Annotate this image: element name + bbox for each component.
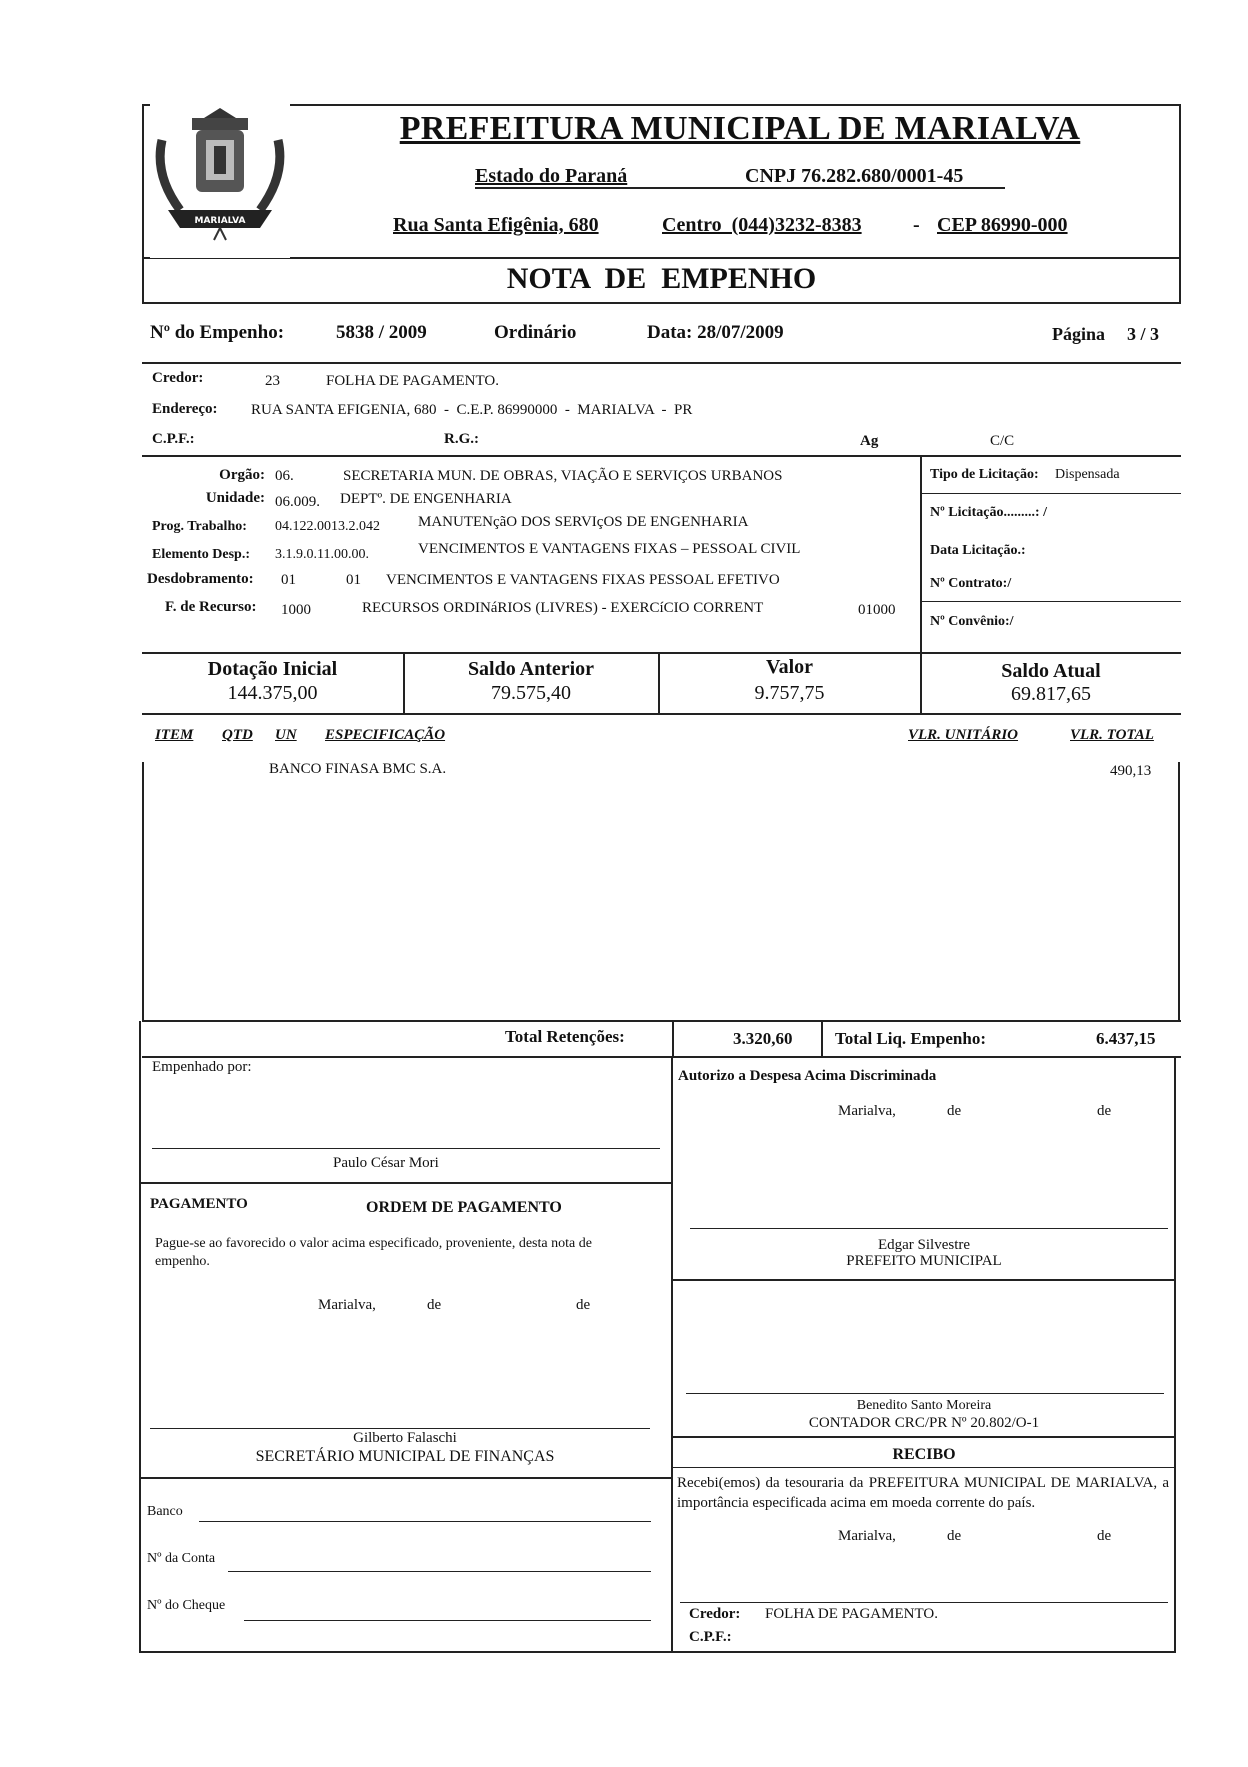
endereco-value: RUA SANTA EFIGENIA, 680 - C.E.P. 86990000 - MARIALVA - PR <box>251 402 693 418</box>
pagamento-de1: de <box>427 1297 442 1313</box>
empenhado-name: Paulo César Mori <box>333 1155 439 1171</box>
state-name: Estado do Paraná <box>475 165 628 187</box>
pagamento-label: PAGAMENTO <box>150 1196 248 1212</box>
street-address: Rua Santa Efigênia, 680 <box>393 214 599 236</box>
svg-text:MARIALVA: MARIALVA <box>194 216 246 226</box>
totals-vdivider-2 <box>821 1021 823 1056</box>
recurso-label: F. de Recurso: <box>165 599 257 615</box>
recibo-cpf-label: C.P.F.: <box>689 1629 732 1645</box>
page-label: Página <box>1052 324 1106 344</box>
cheque-line <box>244 1620 651 1621</box>
saldos-top-divider <box>142 652 1181 654</box>
banco-label: Banco <box>147 1504 183 1519</box>
recibo-title-line <box>672 1467 1175 1468</box>
saldo-anterior-label: Saldo Anterior <box>467 658 595 680</box>
credor-name: FOLHA DE PAGAMENTO. <box>326 373 499 389</box>
credor-label: Credor: <box>152 370 204 386</box>
municipality-title: PREFEITURA MUNICIPAL DE MARIALVA <box>399 110 1081 147</box>
prog-trabalho-label: Prog. Trabalho: <box>152 519 247 534</box>
dotacao-inicial-label: Dotação Inicial <box>207 658 338 680</box>
pagamento-signer-role: SECRETÁRIO MUNICIPAL DE FINANÇAS <box>255 1448 555 1465</box>
elemento-desc: VENCIMENTOS E VANTAGENS FIXAS – PESSOAL CIVIL <box>418 541 801 557</box>
desdobramento-b: 01 <box>346 572 361 588</box>
orgao-code: 06. <box>275 468 294 484</box>
recibo-credor-label: Credor: <box>689 1606 741 1622</box>
pagamento-top-line <box>140 1182 672 1184</box>
empenho-divider <box>142 362 1181 364</box>
autorizo-de2: de <box>1097 1103 1112 1119</box>
desdobramento-label: Desdobramento: <box>147 571 254 587</box>
col-especificacao: ESPECIFICAÇÃO <box>325 727 446 743</box>
totals-bottom-line <box>142 1056 1181 1058</box>
col-vlr-total: VLR. TOTAL <box>1070 727 1154 743</box>
orgao-label: Orgão: <box>219 467 265 483</box>
elemento-label: Elemento Desp.: <box>152 547 250 562</box>
cep: CEP 86990-000 <box>937 214 1068 236</box>
prog-trabalho-code: 04.122.0013.2.042 <box>275 519 380 534</box>
totals-vdivider-1 <box>672 1021 674 1056</box>
page-number: 3 / 3 <box>1127 324 1160 344</box>
recibo-signature-line <box>680 1602 1168 1603</box>
pagamento-signature-line <box>150 1428 650 1429</box>
col-un: UN <box>275 727 297 743</box>
desdobramento-desc: VENCIMENTOS E VANTAGENS FIXAS PESSOAL EFETIVO <box>386 572 780 588</box>
totals-top-line <box>142 1020 1181 1022</box>
valor-value: 9.757,75 <box>754 682 825 704</box>
tipo-licitacao-label: Tipo de Licitação: <box>930 467 1039 482</box>
bottom-left-border <box>139 1021 141 1652</box>
cnpj: CNPJ 76.282.680/0001-45 <box>745 165 964 187</box>
pagamento-text: Pague-se ao favorecido o valor acima especificado, proveniente, desta nota de empenho. <box>155 1236 592 1269</box>
recibo-title: RECIBO <box>892 1446 956 1463</box>
conta-line <box>228 1571 651 1572</box>
item-especificacao: BANCO FINASA BMC S.A. <box>269 761 447 777</box>
autorizo-signer-role: PREFEITO MUNICIPAL <box>846 1253 1002 1269</box>
recibo-place: Marialva, <box>838 1528 896 1544</box>
recurso-num: 01000 <box>858 602 896 618</box>
cheque-label: Nº do Cheque <box>147 1598 226 1613</box>
recibo-de1: de <box>947 1528 962 1544</box>
municipal-crest-logo <box>150 100 290 258</box>
empenho-number: 5838 / 2009 <box>336 322 427 343</box>
total-liquido-value: 6.437,15 <box>1096 1029 1156 1048</box>
contrato-divider <box>921 601 1181 602</box>
banco-top-line <box>140 1477 672 1479</box>
banco-line <box>199 1521 651 1522</box>
orgao-desc: SECRETARIA MUN. DE OBRAS, VIAÇÃO E SERVIÇOS URBANOS <box>343 468 783 484</box>
contador-name: Benedito Santo Moreira <box>856 1398 992 1413</box>
cc-label: C/C <box>990 433 1015 449</box>
conta-label: Nº da Conta <box>147 1551 216 1566</box>
tipo-licitacao-divider <box>921 493 1181 494</box>
pagamento-de2: de <box>576 1297 591 1313</box>
credor-code: 23 <box>265 373 280 389</box>
empenhado-signature-line <box>152 1148 660 1149</box>
col-qtd: QTD <box>222 727 253 743</box>
numero-licitacao: Nº Licitação.........: / <box>930 505 1047 520</box>
licitacao-vdivider <box>920 456 922 652</box>
bottom-vdivider <box>671 1057 673 1652</box>
ag-label: Ag <box>860 433 879 449</box>
items-left-border <box>142 762 144 1020</box>
unidade-label: Unidade: <box>205 490 265 506</box>
recibo-credor-name: FOLHA DE PAGAMENTO. <box>765 1606 938 1622</box>
credor-divider <box>142 455 1181 457</box>
empenho-label: Nº do Empenho: <box>150 322 285 343</box>
elemento-code: 3.1.9.0.11.00.00. <box>275 547 369 562</box>
autorizo-signer-name: Edgar Silvestre <box>877 1237 971 1253</box>
saldo-anterior-value: 79.575,40 <box>491 682 571 704</box>
recurso-desc: RECURSOS ORDINáRIOS (LIVRES) - EXERCíCIO CORRENT <box>362 600 764 616</box>
empenho-date: Data: 28/07/2009 <box>647 322 784 343</box>
valor-label: Valor <box>765 656 814 678</box>
dotacao-inicial-value: 144.375,00 <box>227 682 318 704</box>
saldo-atual-value: 69.817,65 <box>1011 683 1091 705</box>
pagamento-signer-name: Gilberto Falaschi <box>353 1430 457 1446</box>
numero-convenio: Nº Convênio:/ <box>930 614 1014 629</box>
bottom-line <box>139 1651 1176 1653</box>
autorizo-de1: de <box>947 1103 962 1119</box>
tipo-licitacao-value: Dispensada <box>1055 467 1120 482</box>
document-title: NOTA DE EMPENHO <box>506 262 817 295</box>
bottom-right-border <box>1174 1057 1176 1652</box>
unidade-desc: DEPTº. DE ENGENHARIA <box>340 491 512 507</box>
unidade-code: 06.009. <box>275 494 320 510</box>
empenhado-label: Empenhado por: <box>152 1059 252 1075</box>
autorizo-title: Autorizo a Despesa Acima Discriminada <box>678 1068 937 1084</box>
data-licitacao: Data Licitação.: <box>930 543 1026 558</box>
items-right-border <box>1178 762 1180 1020</box>
centro-phone: Centro (044)3232-8383 <box>662 214 862 236</box>
total-retencoes-label: Total Retenções: <box>505 1027 625 1046</box>
ordem-pagamento-title: ORDEM DE PAGAMENTO <box>366 1199 562 1216</box>
recurso-code: 1000 <box>281 602 311 618</box>
col-vlr-unitario: VLR. UNITÁRIO <box>908 727 1019 743</box>
autorizo-place: Marialva, <box>838 1103 896 1119</box>
address-separator: - <box>913 214 920 236</box>
recibo-top-line <box>672 1436 1175 1438</box>
contador-role: CONTADOR CRC/PR Nº 20.802/O-1 <box>808 1415 1040 1431</box>
item-vlr-total: 490,13 <box>1110 763 1152 779</box>
col-item: ITEM <box>155 727 194 743</box>
autorizo-signature-line <box>690 1228 1168 1229</box>
empenho-type: Ordinário <box>494 322 577 343</box>
contador-signature-line <box>686 1393 1164 1394</box>
saldos-bottom-divider <box>142 713 1181 715</box>
header-divider <box>142 257 1181 259</box>
endereco-label: Endereço: <box>152 401 218 417</box>
recibo-de2: de <box>1097 1528 1112 1544</box>
total-retencoes-value: 3.320,60 <box>733 1029 793 1048</box>
total-liquido-label: Total Liq. Empenho: <box>835 1029 986 1048</box>
desdobramento-a: 01 <box>281 572 296 588</box>
numero-contrato: Nº Contrato:/ <box>930 576 1012 591</box>
rg-label: R.G.: <box>444 431 479 447</box>
recibo-text: Recebi(emos) da tesouraria da PREFEITURA MUNICIPAL DE MARIALVA, a importância especificada acima em moeda corrente do país. <box>677 1475 1169 1511</box>
pagamento-place: Marialva, <box>318 1297 376 1313</box>
prog-trabalho-desc: MANUTENçãO DOS SERVIçOS DE ENGENHARIA <box>418 514 749 530</box>
contador-top-line <box>672 1279 1175 1281</box>
saldo-atual-label: Saldo Atual <box>1001 660 1101 682</box>
cpf-label: C.P.F.: <box>152 431 195 447</box>
